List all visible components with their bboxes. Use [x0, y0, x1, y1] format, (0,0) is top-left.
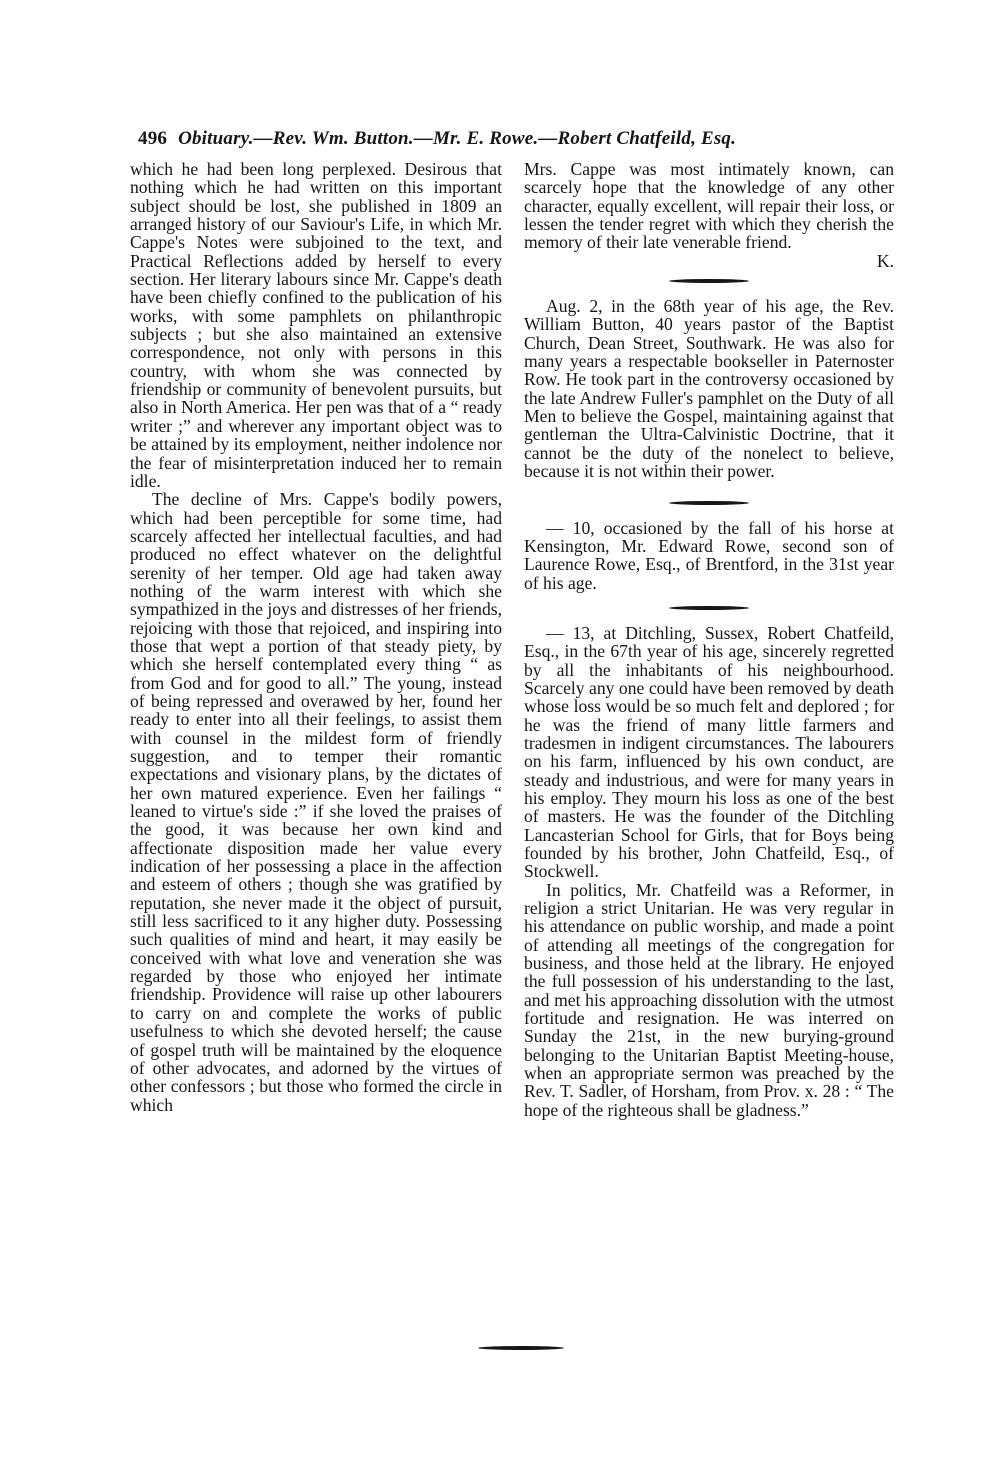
chatfeild-obituary-2: In politics, Mr. Chatfeild was a Reformer, in religion a strict Unitarian. He was very regular in his attendance on public worship, and made a point of attending all meetings of the congregation for business, and those held at the library. He enjoyed the full possession of his understanding to the last, and met his approaching dissolution with the utmost fortitude and resignation. He was interred on Sunday the 21st, in the new burying-ground belonging to the Unitarian Baptist Meeting-house, when an appropriate sermon was preached by the Rev. T. Sadler, of Horsham, from Prov. x. 28 : “ The hope of the righteous shall be gladness.” [524, 879, 894, 1120]
right-column [524, 160, 894, 1119]
button-obituary: Aug. 2, in the 68th year of his age, the Rev. William Button, 40 years pastor of the Baptist Church, Dean Street, Southwark. He was also for many years a respectable bookseller in Paternoster Row. He took part in the controversy occasioned by the late Andrew Fuller's pamphlet on the Duty of all Men to believe the Gospel, maintaining against that gentleman the Ultra-Calvinistic Doctrine, that it cannot be the duty of the nonelect to believe, because it is not within their power. [524, 296, 894, 482]
chatfeild-obituary-1: — 13, at Ditchling, Sussex, Robert Chatfeild, Esq., in the 67th year of his age, sincerely regretted by all the inhabitants of his neighbourhood. Scarcely any one could have been removed by death whose loss would be so much felt and deplored ; for he was the friend of many little farmers and tradesmen in indigent circumstances. The labourers on his farm, influenced by his own conduct, are steady and industrious, and were for many years in his employ. They mourn his loss as one of the best of masters. He was the founder of the Ditchling Lancasterian School for Girls, that for Boys being founded by his brother, John Chatfeild, Esq., of Stockwell. [524, 622, 894, 882]
signature: K. [876, 250, 894, 271]
running-header [138, 128, 898, 150]
end-divider [478, 1346, 564, 1350]
header-title: Obituary.—Rev. Wm. Button.—Mr. E. Rowe.—Robert Chatfeild, Esq. [178, 128, 737, 149]
left-column [130, 160, 502, 1114]
section-divider [669, 279, 749, 283]
cappe-paragraph-1: which he had been long perplexed. Desirous that nothing which he had written on this important subject should be lost, she published in 1809 an arranged history of our Saviour's Life, in which Mr. Cappe's Notes were subjoined to the text, and Practical Reflections added by herself to every section. Her literary labours since Mr. Cappe's death have been chiefly confined to the publication of his works, with some pamphlets on philanthropic subjects ; but she also maintained an extensive correspondence, not only with persons in this country, with whom she was connected by friendship or community of benevolent pursuits, but also in North America. Her pen was that of a “ ready writer ;” and wherever any important object was to be attained by its employment, neither indolence nor the fear of misinterpretation induced her to remain idle. [130, 159, 502, 491]
cappe-paragraph-2: The decline of Mrs. Cappe's bodily powers, which had been perceptible for some time, had scarcely affected her intellectual faculties, and had produced no effect whatever on the delightful serenity of her temper. Old age had taken away nothing of the warm interest with which she sympathized in the joys and distresses of her friends, rejoicing with those that rejoiced, and inspiring into those that wept a portion of that steady piety, by which she herself contemplated every thing “ as from God and for good to all.” The young, instead of being repressed and overawed by her, found her ready to enter into all their feelings, to assist them with counsel in the mildest form of friendly suggestion, and to temper their romantic expectations and visionary plans, by the dictates of her own matured experience. Even her failings “ leaned to virtue's side :” if she loved the praises of the good, it was because her own kind and affectionate disposition made her value every indication of her possessing a place in the affection and esteem of others ; though she was gratified by reputation, she never made it the object of pursuit, still less sacrificed to it any higher duty. Possessing such qualities of mind and heart, it may easily be conceived with what love and veneration she was regarded by those who enjoyed her intimate friendship. Providence will raise up other labourers to carry on and complete the works of public usefulness to which she devoted herself; the cause of gospel truth will be maintained by the eloquence of other advocates, and adorned by the virtues of other confessors ; but those who formed the circle in which [130, 489, 502, 1115]
section-divider [669, 606, 749, 610]
cappe-paragraph-3: Mrs. Cappe was most intimately known, can scarcely hope that the knowledge of any other character, equally excellent, will repair their loss, or lessen the tender regret with which they cherish the memory of their late venerable friend. [524, 159, 894, 253]
section-divider [669, 501, 749, 505]
rowe-obituary: — 10, occasioned by the fall of his horse at Kensington, Mr. Edward Rowe, second son of Laurence Rowe, Esq., of Brentford, in the 31st year of his age. [524, 517, 894, 593]
page-number: 496 [138, 128, 168, 149]
